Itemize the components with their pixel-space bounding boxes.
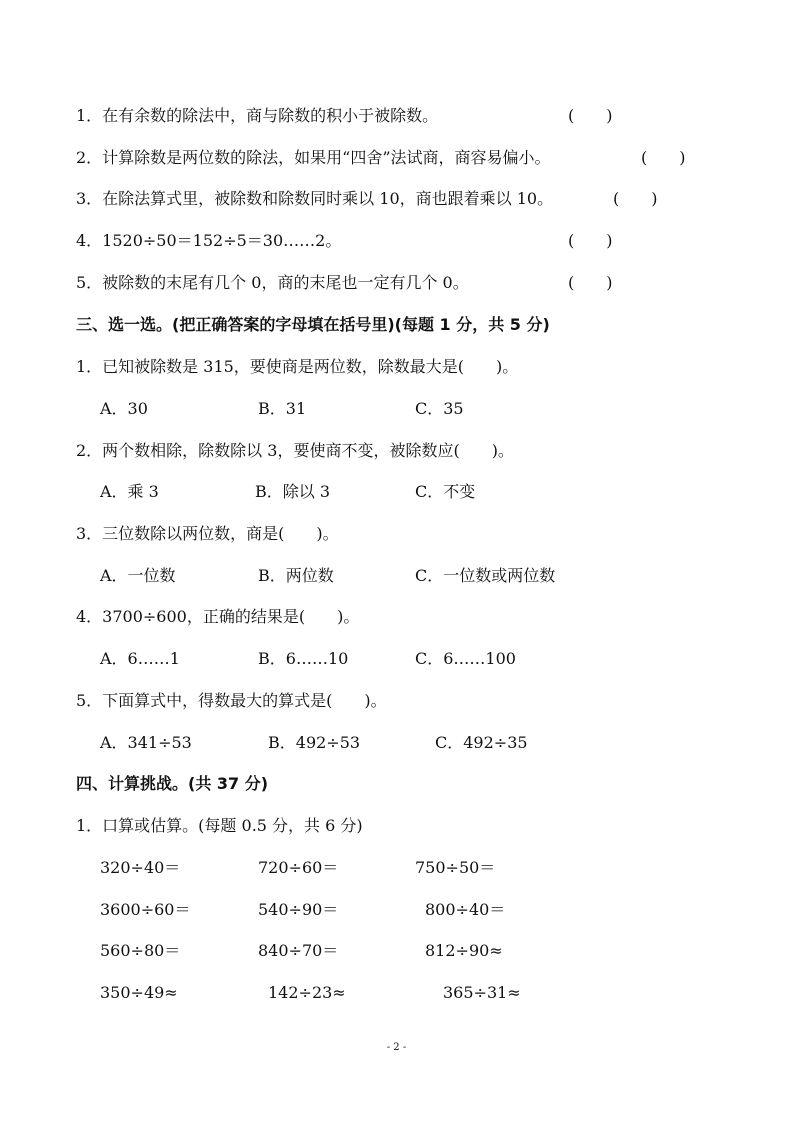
calc-r4-c3: 365÷31≈ [443,983,521,1002]
choose-question-5: 5．下面算式中，得数最大的算式是( )。 [76,691,387,710]
calc-r2-c1: 3600÷60＝ [100,900,191,919]
choose-q2-option-c[interactable]: C．不变 [415,482,476,501]
choose-q5-option-c[interactable]: C．492÷35 [435,733,528,752]
choose-q4-option-a[interactable]: A．6……1 [100,649,180,668]
answer-paren-5[interactable]: ( ) [568,273,613,292]
calc-r1-c1: 320÷40＝ [100,858,181,877]
choose-q3-option-c[interactable]: C．一位数或两位数 [415,566,556,585]
calc-r3-c1: 560÷80＝ [100,941,181,960]
choose-q5-option-a[interactable]: A．341÷53 [100,733,192,752]
choose-q3-option-b[interactable]: B．两位数 [258,566,334,585]
choose-question-1: 1．已知被除数是 315，要使商是两位数，除数最大是( )。 [76,357,519,376]
judge-item-4: 4．1520÷50＝152÷5＝30……2。 [76,231,342,250]
answer-paren-3[interactable]: ( ) [613,189,658,208]
calc-r2-c3: 800÷40＝ [425,900,506,919]
choose-question-3: 3．三位数除以两位数，商是( )。 [76,524,339,543]
choose-q1-option-c[interactable]: C．35 [415,399,464,418]
choose-q5-option-b[interactable]: B．492÷53 [268,733,361,752]
page-number: - 2 - [386,1042,407,1053]
judge-item-5: 5．被除数的末尾有几个 0，商的末尾也一定有几个 0。 [76,273,469,292]
choose-q2-option-b[interactable]: B．除以 3 [255,482,331,501]
choose-q1-option-a[interactable]: A．30 [100,399,148,418]
choose-q2-option-a[interactable]: A．乘 3 [100,482,159,501]
choose-q1-option-b[interactable]: B．31 [258,399,307,418]
calc-r2-c2: 540÷90＝ [258,900,339,919]
choose-q3-option-a[interactable]: A．一位数 [100,566,176,585]
calc-r4-c1: 350÷49≈ [100,983,178,1002]
answer-paren-2[interactable]: ( ) [641,148,686,167]
calc-r3-c3: 812÷90≈ [425,941,503,960]
choose-question-4: 4．3700÷600，正确的结果是( )。 [76,607,360,626]
compute-heading: 四、计算挑战。(共 37 分) [76,774,269,793]
judge-item-2: 2．计算除数是两位数的除法，如果用“四舍”法试商，商容易偏小。 [76,148,551,167]
choose-heading: 三、选一选。(把正确答案的字母填在括号里)(每题 1 分，共 5 分) [76,315,550,334]
choose-q4-option-c[interactable]: C．6……100 [415,649,516,668]
judge-item-3: 3．在除法算式里，被除数和除数同时乘以 10，商也跟着乘以 10。 [76,189,554,208]
calc-r4-c2: 142÷23≈ [268,983,346,1002]
answer-paren-1[interactable]: ( ) [568,106,613,125]
calc-r3-c2: 840÷70＝ [258,941,339,960]
choose-q4-option-b[interactable]: B．6……10 [258,649,349,668]
answer-paren-4[interactable]: ( ) [568,231,613,250]
calc-r1-c2: 720÷60＝ [258,858,339,877]
choose-question-2: 2．两个数相除，除数除以 3，要使商不变，被除数应( )。 [76,441,514,460]
calc-r1-c3: 750÷50＝ [415,858,496,877]
judge-item-1: 1．在有余数的除法中，商与除数的积小于被除数。 [76,106,439,125]
compute-sub-heading: 1．口算或估算。(每题 0.5 分，共 6 分) [76,816,363,835]
